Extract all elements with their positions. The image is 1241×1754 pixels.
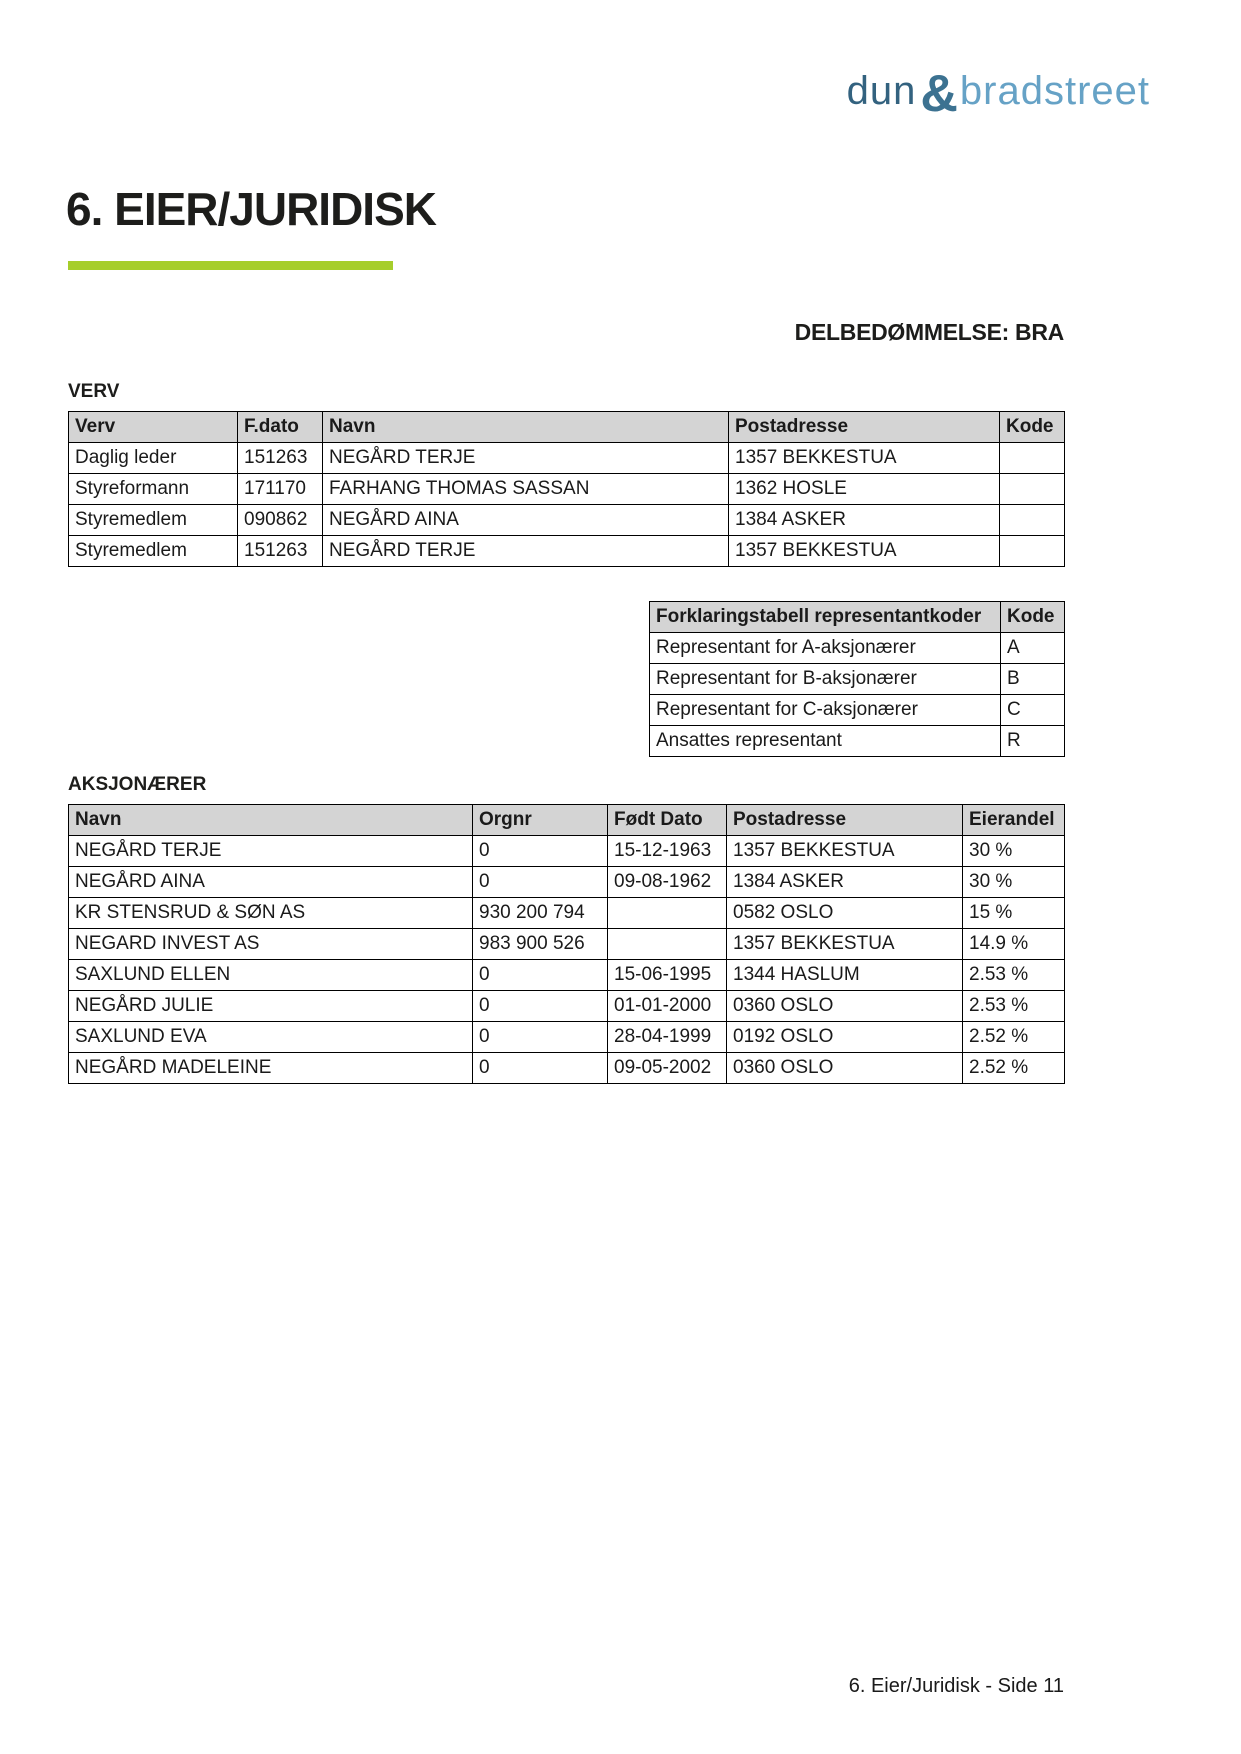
verv-section-label: VERV [68,381,120,402]
table-row [650,664,1065,695]
table-header-cell: Navn [69,805,473,836]
aksjonaerer-table [68,804,1065,1084]
table-row [69,443,1065,474]
table-cell: 171170 [238,474,323,505]
table-header-cell: Orgnr [473,805,608,836]
table-cell: 09-05-2002 [608,1053,727,1084]
table-cell: C [1001,695,1065,726]
page-footer: 6. Eier/Juridisk - Side 11 [848,1675,1064,1697]
table-cell: 15-12-1963 [608,836,727,867]
table-cell: 2.52 % [963,1022,1065,1053]
table-cell: 0 [473,1022,608,1053]
table-header-cell: Eierandel [963,805,1065,836]
representantkoder-table [649,601,1065,757]
table-cell: 151263 [238,536,323,567]
table-cell: Daglig leder [69,443,238,474]
table-row [69,505,1065,536]
table-cell: FARHANG THOMAS SASSAN [323,474,729,505]
table-cell: 01-01-2000 [608,991,727,1022]
table-row [69,867,1065,898]
koder-table-header-row [650,602,1065,633]
table-cell: 1357 BEKKESTUA [727,929,963,960]
table-cell: 0360 OSLO [727,1053,963,1084]
table-cell: NEGÅRD TERJE [323,536,729,567]
table-cell: 1384 ASKER [727,867,963,898]
verv-table-body [69,443,1065,567]
table-cell: Representant for B-aksjonærer [650,664,1001,695]
table-header-cell: Forklaringstabell representantkoder [650,602,1001,633]
table-row [69,474,1065,505]
table-cell: 1357 BEKKESTUA [729,536,1000,567]
aksjonaerer-table-body [69,836,1065,1084]
table-cell: SAXLUND EVA [69,1022,473,1053]
table-cell: NEGÅRD AINA [323,505,729,536]
table-cell: Styremedlem [69,505,238,536]
title-underline-bar [68,261,393,270]
table-header-cell: Navn [323,412,729,443]
table-cell: 1344 HASLUM [727,960,963,991]
table-cell [1000,474,1065,505]
table-row [69,960,1065,991]
table-cell [608,898,727,929]
table-cell: Styremedlem [69,536,238,567]
table-cell: 090862 [238,505,323,536]
table-cell: 0192 OSLO [727,1022,963,1053]
table-cell: B [1001,664,1065,695]
table-cell: NEGÅRD TERJE [69,836,473,867]
table-cell [608,929,727,960]
table-cell: 30 % [963,836,1065,867]
table-cell: Ansattes representant [650,726,1001,757]
page-title: 6. EIER/JURIDISK [66,183,436,235]
table-cell: 151263 [238,443,323,474]
table-cell: 1357 BEKKESTUA [729,443,1000,474]
table-header-cell: Kode [1000,412,1065,443]
logo-text-bradstreet: bradstreet [959,69,1150,113]
table-cell: 0 [473,1053,608,1084]
table-cell: Styreformann [69,474,238,505]
table-row [69,991,1065,1022]
table-row [69,836,1065,867]
table-cell: 2.53 % [963,991,1065,1022]
table-row [69,898,1065,929]
table-row [69,929,1065,960]
table-cell: 1384 ASKER [729,505,1000,536]
table-row [69,536,1065,567]
table-row [650,695,1065,726]
table-cell: 2.52 % [963,1053,1065,1084]
table-cell: 09-08-1962 [608,867,727,898]
verv-table [68,411,1065,567]
table-cell: Representant for C-aksjonærer [650,695,1001,726]
koder-table-body [650,633,1065,757]
table-cell: NEGÅRD JULIE [69,991,473,1022]
table-cell: 983 900 526 [473,929,608,960]
table-cell: SAXLUND ELLEN [69,960,473,991]
table-cell: 28-04-1999 [608,1022,727,1053]
table-header-cell: Postadresse [729,412,1000,443]
table-cell: 0 [473,836,608,867]
table-cell [1000,536,1065,567]
table-cell: NEGÅRD TERJE [323,443,729,474]
table-cell: 15 % [963,898,1065,929]
table-row [650,726,1065,757]
table-cell: NEGÅRD MADELEINE [69,1053,473,1084]
verv-table-header-row [69,412,1065,443]
table-header-cell: Kode [1001,602,1065,633]
table-cell: A [1001,633,1065,664]
logo-text-dun: dun [846,69,917,113]
table-cell [1000,443,1065,474]
table-cell: 1362 HOSLE [729,474,1000,505]
table-cell: 0 [473,991,608,1022]
table-cell: KR STENSRUD & SØN AS [69,898,473,929]
table-row [69,1022,1065,1053]
table-row [69,1053,1065,1084]
logo-ampersand-icon: & [920,65,958,123]
table-cell: 2.53 % [963,960,1065,991]
table-cell: 0 [473,960,608,991]
table-cell: 0582 OSLO [727,898,963,929]
table-cell: R [1001,726,1065,757]
table-cell: 15-06-1995 [608,960,727,991]
table-cell: Representant for A-aksjonærer [650,633,1001,664]
table-row [650,633,1065,664]
table-cell: 0 [473,867,608,898]
table-cell: NEGÅRD AINA [69,867,473,898]
aksjonaerer-table-header-row [69,805,1065,836]
table-cell: 1357 BEKKESTUA [727,836,963,867]
table-header-cell: Født Dato [608,805,727,836]
sub-rating: DELBEDØMMELSE: BRA [794,319,1064,345]
table-header-cell: Postadresse [727,805,963,836]
table-header-cell: Verv [69,412,238,443]
table-cell: 930 200 794 [473,898,608,929]
table-cell: 30 % [963,867,1065,898]
table-header-cell: F.dato [238,412,323,443]
table-cell: 0360 OSLO [727,991,963,1022]
table-cell [1000,505,1065,536]
dun-bradstreet-logo [846,65,1150,123]
table-cell: NEGARD INVEST AS [69,929,473,960]
table-cell: 14.9 % [963,929,1065,960]
aksjonaerer-section-label: AKSJONÆRER [68,774,207,795]
